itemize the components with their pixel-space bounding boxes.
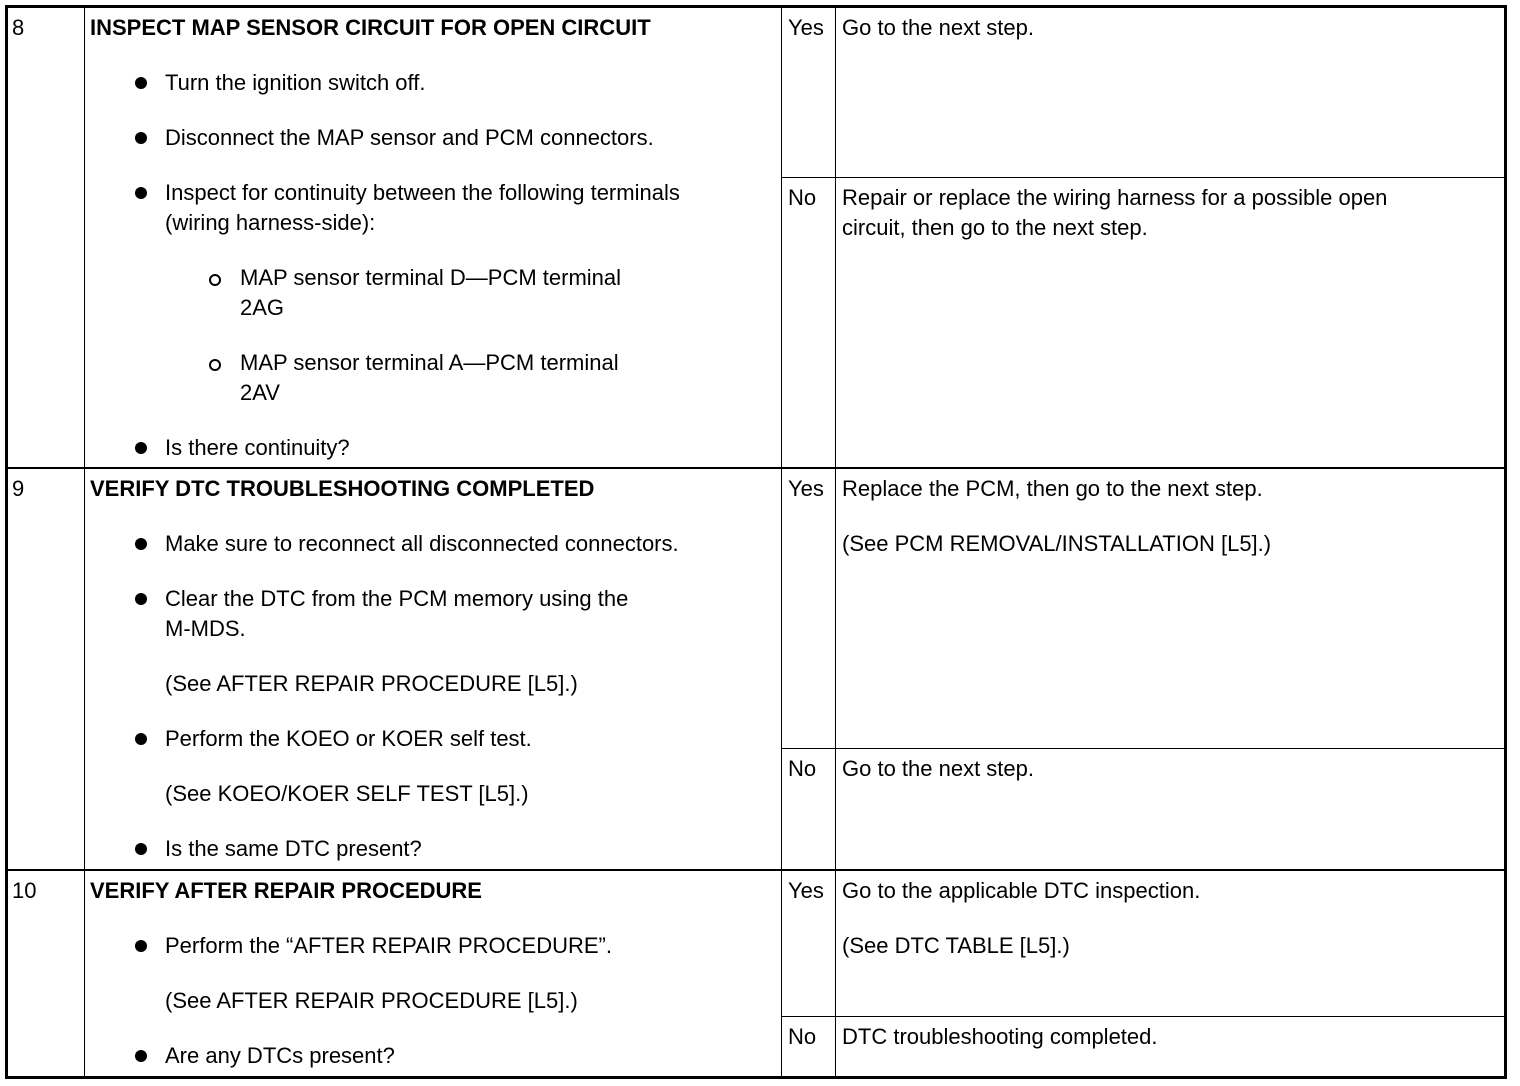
step-title: VERIFY DTC TROUBLESHOOTING COMPLETED — [90, 476, 595, 501]
yes-label-cell — [782, 469, 836, 748]
subitem-text: MAP sensor terminal D—PCM terminal — [240, 265, 622, 290]
subitem-text: 2AV — [240, 380, 280, 405]
step-title: VERIFY AFTER REPAIR PROCEDURE — [90, 878, 482, 903]
reference-text: (See DTC TABLE [L5].) — [842, 933, 1070, 958]
yes-text: Go to the applicable DTC inspection. — [842, 878, 1201, 903]
bullet-icon — [135, 593, 147, 605]
bullet-icon — [135, 442, 147, 454]
action-cell — [85, 469, 782, 871]
action-text: Disconnect the MAP sensor and PCM connectors. — [165, 125, 654, 150]
bullet-icon — [135, 733, 147, 745]
yes-text: Go to the next step. — [842, 15, 1035, 40]
action-text: Clear the DTC from the PCM memory using the — [165, 586, 629, 611]
no-label: No — [788, 756, 817, 781]
step-number-cell — [8, 469, 85, 871]
step-row-8 — [8, 8, 1504, 467]
no-result — [782, 1016, 1507, 1079]
bullet-icon — [135, 77, 147, 89]
action-cell — [85, 871, 782, 1078]
no-label: No — [788, 185, 817, 210]
bullet-icon — [135, 940, 147, 952]
no-result — [782, 177, 1507, 468]
step-number: 9 — [12, 476, 25, 501]
step-number-cell — [8, 871, 85, 1078]
circle-bullet-icon — [209, 359, 221, 371]
no-text: Repair or replace the wiring harness for a possible open — [842, 185, 1388, 210]
bullet-icon — [135, 187, 147, 199]
reference-text: (See KOEO/KOER SELF TEST [L5].) — [165, 781, 529, 806]
no-text: Go to the next step. — [842, 756, 1035, 781]
action-text: Perform the KOEO or KOER self test. — [165, 726, 532, 751]
yes-label: Yes — [788, 476, 824, 501]
yes-text: Replace the PCM, then go to the next step. — [842, 476, 1263, 501]
result-cell — [782, 469, 1507, 871]
step-row-10 — [8, 869, 1504, 1078]
circle-bullet-icon — [209, 274, 221, 286]
bullet-icon — [135, 843, 147, 855]
yes-result — [782, 8, 1507, 177]
yes-label-cell — [782, 8, 836, 177]
subitem-text: MAP sensor terminal A—PCM terminal — [240, 350, 619, 375]
yes-label: Yes — [788, 878, 824, 903]
action-text: Make sure to reconnect all disconnected connectors. — [165, 531, 679, 556]
action-text: Turn the ignition switch off. — [165, 70, 426, 95]
reference-text: (See AFTER REPAIR PROCEDURE [L5].) — [165, 671, 578, 696]
step-number: 8 — [12, 15, 25, 40]
bullet-icon — [135, 1050, 147, 1062]
step-title: INSPECT MAP SENSOR CIRCUIT FOR OPEN CIRCUIT — [90, 15, 651, 40]
no-label: No — [788, 1024, 817, 1049]
action-text: Are any DTCs present? — [165, 1043, 395, 1068]
action-cell — [85, 8, 782, 467]
step-row-9 — [8, 467, 1504, 871]
yes-result — [782, 871, 1507, 1016]
action-text: Is the same DTC present? — [165, 836, 422, 861]
action-text: (wiring harness-side): — [165, 210, 376, 235]
troubleshooting-table — [5, 5, 1507, 1079]
action-text: Is there continuity? — [165, 435, 350, 460]
step-number-cell — [8, 8, 85, 467]
action-text: Inspect for continuity between the following terminals — [165, 180, 680, 205]
action-text: Perform the “AFTER REPAIR PROCEDURE”. — [165, 933, 612, 958]
no-text: circuit, then go to the next step. — [842, 215, 1148, 240]
yes-label-cell — [782, 871, 836, 1016]
no-label-cell — [782, 1017, 836, 1079]
no-label-cell — [782, 749, 836, 870]
bullet-icon — [135, 132, 147, 144]
no-label-cell — [782, 178, 836, 468]
reference-text: (See AFTER REPAIR PROCEDURE [L5].) — [165, 988, 578, 1013]
yes-label: Yes — [788, 15, 824, 40]
bullet-icon — [135, 538, 147, 550]
result-cell — [782, 8, 1507, 467]
subitem-text: 2AG — [240, 295, 285, 320]
reference-text: (See PCM REMOVAL/INSTALLATION [L5].) — [842, 531, 1272, 556]
result-cell — [782, 871, 1507, 1078]
no-result — [782, 748, 1507, 870]
action-text: M-MDS. — [165, 616, 246, 641]
step-number: 10 — [12, 878, 37, 903]
no-text: DTC troubleshooting completed. — [842, 1024, 1158, 1049]
yes-result — [782, 469, 1507, 748]
